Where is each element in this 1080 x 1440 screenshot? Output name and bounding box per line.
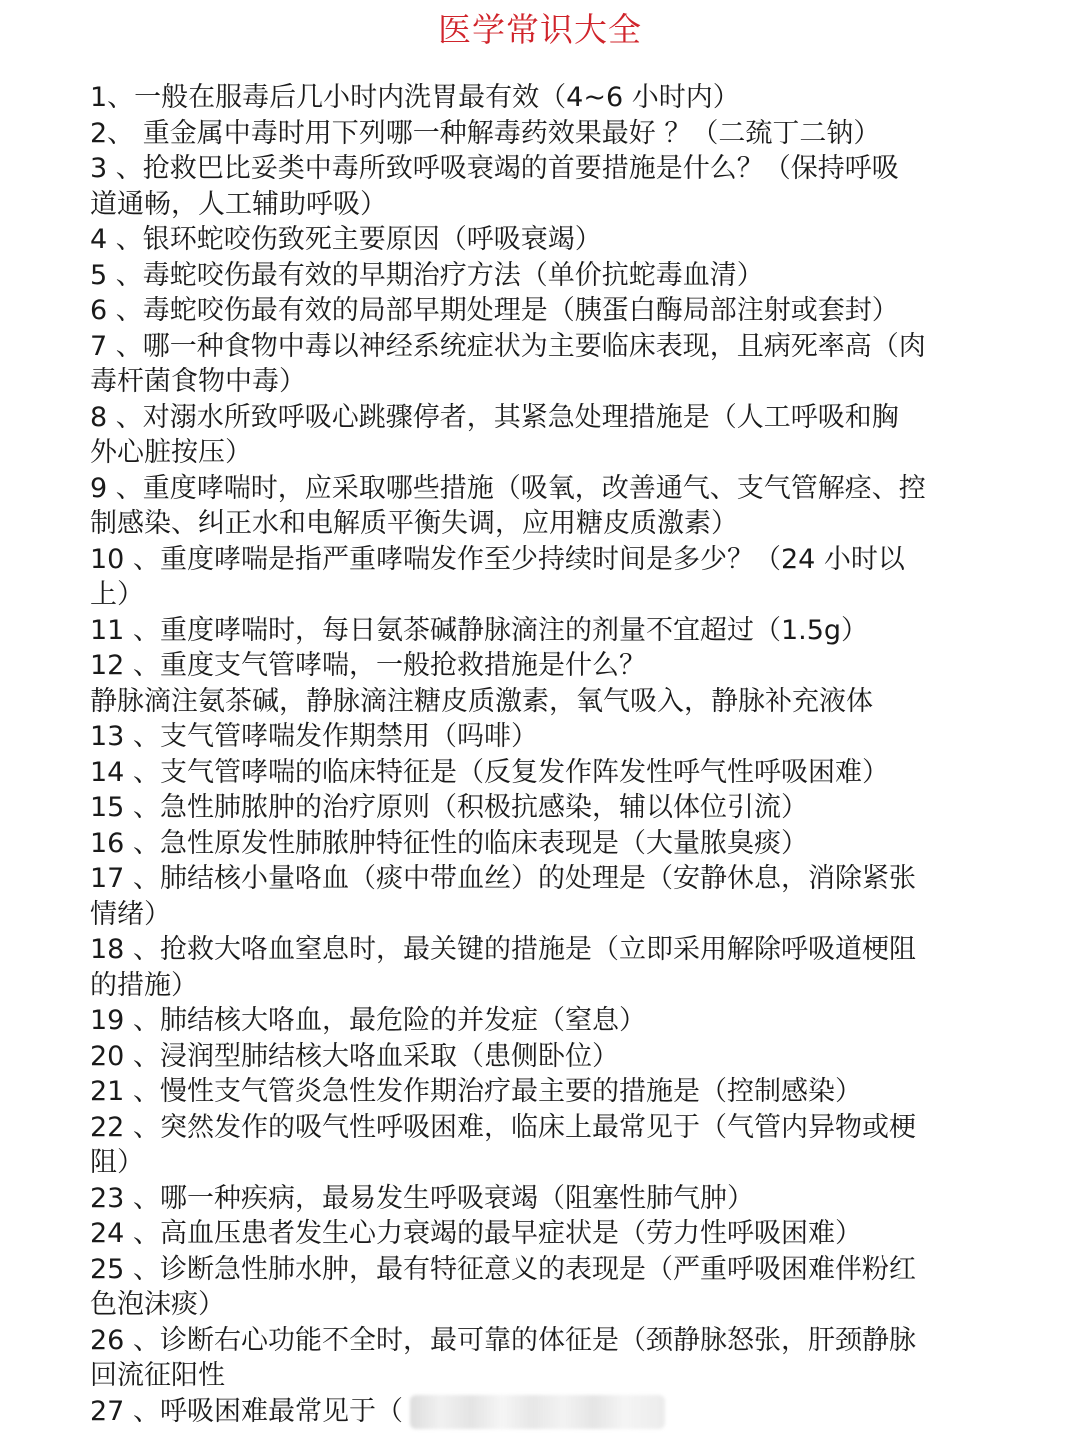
text-line: 静脉滴注氨茶碱，静脉滴注糖皮质激素，氧气吸入，静脉补充液体 <box>90 685 873 717</box>
text-line: 9 、重度哮喘时，应采取哪些措施（吸氧，改善通气、支气管解痉、控 <box>90 472 926 504</box>
text-line: 23 、哪一种疾病，最易发生呼吸衰竭（阻塞性肺气肿） <box>90 1182 754 1214</box>
text-line: 2、 重金属中毒时用下列哪一种解毒药效果最好 ？（二巯丁二钠） <box>90 117 881 149</box>
text-line: 11 、重度哮喘时，每日氨茶碱静脉滴注的剂量不宜超过（1.5g） <box>90 614 869 646</box>
text-line: 24 、高血压患者发生心力衰竭的最早症状是（劳力性呼吸困难） <box>90 1218 862 1249</box>
page-title: 医学常识大全 <box>438 10 642 49</box>
text-line: 12 、重度支气管哮喘，一般抢救措施是什么？ <box>90 650 646 681</box>
text-line: 制感染、纠正水和电解质平衡失调，应用糖皮质激素） <box>90 508 738 539</box>
text-line: 8 、对溺水所致呼吸心跳骤停者，其紧急处理措施是（人工呼吸和胸 <box>90 401 899 433</box>
text-line: 的措施） <box>90 969 198 1001</box>
text-line: 6 、毒蛇咬伤最有效的局部早期处理是（胰蛋白酶局部注射或套封） <box>90 295 899 326</box>
text-line: 22 、突然发作的吸气性呼吸困难，临床上最常见于（气管内异物或梗 <box>90 1111 916 1143</box>
text-line: 毒杆菌食物中毒） <box>90 366 306 397</box>
text-line: 13 、支气管哮喘发作期禁用（吗啡） <box>90 721 538 752</box>
text-line: 7 、哪一种食物中毒以神经系统症状为主要临床表现，且病死率高（肉 <box>90 330 926 362</box>
text-line: 17 、肺结核小量咯血（痰中带血丝）的处理是（安静休息，消除紧张 <box>90 863 916 894</box>
text-line: 15 、急性肺脓肿的治疗原则（积极抗感染，辅以体位引流） <box>90 792 808 823</box>
text-line: 回流征阳性 <box>90 1360 225 1391</box>
qa-list <box>90 80 970 1429</box>
text-line: 21 、慢性支气管炎急性发作期治疗最主要的措施是（控制感染） <box>90 1076 862 1107</box>
text-line: 1、一般在服毒后几小时内洗胃最有效（4~6 小时内） <box>90 82 740 113</box>
text-line: 26 、诊断右心功能不全时，最可靠的体征是（颈静脉怒张，肝颈静脉 <box>90 1324 916 1356</box>
text-line: 外心脏按压） <box>90 437 252 468</box>
text-line: 上） <box>90 579 144 610</box>
text-line: 3 、抢救巴比妥类中毒所致呼吸衰竭的首要措施是什么？（保持呼吸 <box>90 153 899 184</box>
text-line: 16 、急性原发性肺脓肿特征性的临床表现是（大量脓臭痰） <box>90 827 808 859</box>
text-line: 19 、肺结核大咯血，最危险的并发症（窒息） <box>90 1005 646 1036</box>
text-line: 5 、毒蛇咬伤最有效的早期治疗方法（单价抗蛇毒血清） <box>90 259 764 291</box>
text-line: 情绪） <box>90 898 171 930</box>
text-line: 14 、支气管哮喘的临床特征是（反复发作阵发性呼气性呼吸困难） <box>90 756 889 788</box>
blur-watermark <box>410 1395 665 1429</box>
text-line: 10 、重度哮喘是指严重哮喘发作至少持续时间是多少？（24 小时以 <box>90 543 905 575</box>
text-line: 20 、浸润型肺结核大咯血采取（患侧卧位） <box>90 1040 619 1072</box>
text-line: 道通畅，人工辅助呼吸） <box>90 188 387 220</box>
text-line: 25 、诊断急性肺水肿，最有特征意义的表现是（严重呼吸困难伴粉红 <box>90 1253 916 1285</box>
text-line: 27 、呼吸困难最常见于（ <box>90 1395 403 1427</box>
text-line: 色泡沫痰） <box>90 1289 225 1320</box>
text-line: 阻） <box>90 1147 144 1178</box>
text-line: 4 、银环蛇咬伤致死主要原因（呼吸衰竭） <box>90 224 602 255</box>
text-line: 18 、抢救大咯血窒息时，最关键的措施是（立即采用解除呼吸道梗阻 <box>90 934 916 965</box>
